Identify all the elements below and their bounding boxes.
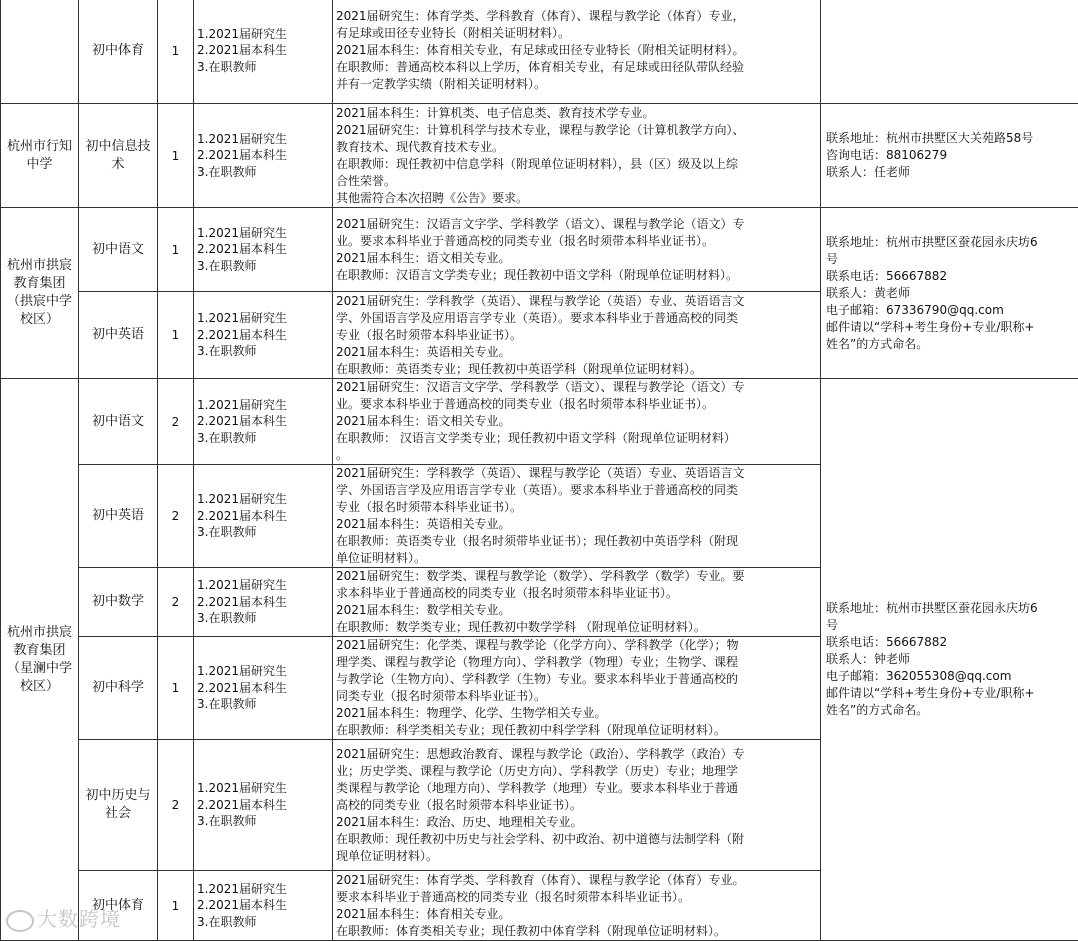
table-row bbox=[1, 0, 1078, 104]
targets-cell: 1.2021届研究生 2.2021届本科生 3.在职教师 bbox=[194, 637, 333, 740]
count-cell: 2 bbox=[158, 740, 194, 871]
targets-cell: 1.2021届研究生 2.2021届本科生 3.在职教师 bbox=[194, 568, 333, 637]
requirements-cell: 2021届研究生：学科教学（英语）、课程与教学论（英语）专业、英语语言文 学、外国语言学及应用语言学专业（英语）。要求本科毕业于普通高校的同类 专业（报名时须带本科毕业证书）。 2021届本科生：英语相关专业。 在职教师：英语类专业（报名时须带毕业证书）；现任教初中英语学科（附现 单位证明材料）。 bbox=[333, 465, 821, 568]
targets-cell: 1.2021届研究生 2.2021届本科生 3.在职教师 bbox=[194, 465, 333, 568]
school-cell: 杭州市拱宸教育集团（星澜中学校区） bbox=[1, 379, 79, 941]
subject-cell: 初中科学 bbox=[79, 637, 158, 740]
count-cell: 2 bbox=[158, 568, 194, 637]
table-body bbox=[1, 0, 1078, 941]
subject-cell: 初中信息技术 bbox=[79, 104, 158, 208]
count-cell: 1 bbox=[158, 0, 194, 104]
school-cell: 杭州市行知中学 bbox=[1, 104, 79, 208]
table-row bbox=[1, 379, 1078, 465]
requirements-cell: 2021届研究生：思想政治教育、课程与教学论（政治）、学科教学（政治）专 业；历史学类、课程与教学论（历史方向）、学科教学（历史）专业；地理学 类课程与教学论（地理方向）、学科教学（地理）专业。要求本科毕业于普通 高校的同类专业（报名时须带本科毕业证书）。 2021届本科生：政治、历史、地理相关专业。 在职教师：现任教初中历史与社会学科、初中政治、初中道德与法制学科（附 现单位证明材料）。 bbox=[333, 740, 821, 871]
count-cell: 2 bbox=[158, 465, 194, 568]
targets-cell: 1.2021届研究生 2.2021届本科生 3.在职教师 bbox=[194, 208, 333, 292]
subject-cell: 初中语文 bbox=[79, 208, 158, 292]
subject-cell: 初中体育 bbox=[79, 871, 158, 941]
targets-cell: 1.2021届研究生 2.2021届本科生 3.在职教师 bbox=[194, 379, 333, 465]
requirements-cell: 2021届研究生：体育学类、学科教育（体育）、课程与教学论（体育）专业。 要求本科毕业于普通高校的同类专业（报名时须带本科毕业证书）。 2021届本科生：体育相关专业。 在职教师：体育类相关专业；现任教初中体育学科（附现单位证明材料）。 bbox=[333, 871, 821, 941]
contact-cell: 联系地址：杭州市拱墅区大关苑路58号 咨询电话：88106279 联系人：任老师 bbox=[821, 104, 1078, 208]
targets-cell: 1.2021届研究生 2.2021届本科生 3.在职教师 bbox=[194, 740, 333, 871]
targets-cell: 1.2021届研究生 2.2021届本科生 3.在职教师 bbox=[194, 292, 333, 379]
contact-cell: 联系地址：杭州市拱墅区蚕花园永庆坊6 号 联系电话：56667882 联系人：钟老师 电子邮箱：362055308@qq.com 邮件请以“学科+考生身份+专业/职称+ 姓名”的方式命名。 bbox=[821, 379, 1078, 941]
count-cell: 1 bbox=[158, 208, 194, 292]
subject-cell: 初中英语 bbox=[79, 292, 158, 379]
requirements-cell: 2021届研究生：汉语言文字学、学科教学（语文）、课程与教学论（语文）专 业。要求本科毕业于普通高校的同类专业（报名时须带本科毕业证书）。 2021届本科生：语文相关专业。 在职教师：汉语言文学类专业；现任教初中语文学科（附现单位证明材料）。 bbox=[333, 208, 821, 292]
count-cell: 1 bbox=[158, 104, 194, 208]
requirements-cell: 2021届研究生：学科教学（英语）、课程与教学论（英语）专业、英语语言文 学、外国语言学及应用语言学专业（英语）。要求本科毕业于普通高校的同类 专业（报名时须带本科毕业证书）。 2021届本科生：英语相关专业。 在职教师：英语类专业；现任教初中英语学科（附现单位证明材料）。 bbox=[333, 292, 821, 379]
requirements-cell: 2021届研究生：汉语言文字学、学科教学（语文）、课程与教学论（语文）专 业。要求本科毕业于普通高校的同类专业（报名时须带本科毕业证书）。 2021届本科生：语文相关专业。 在职教师： 汉语言文学类专业；现任教初中语文学科（附现单位证明材料） 。 bbox=[333, 379, 821, 465]
count-cell: 1 bbox=[158, 871, 194, 941]
contact-cell bbox=[821, 0, 1078, 104]
count-cell: 2 bbox=[158, 379, 194, 465]
watermark: 大数跨境 bbox=[6, 903, 121, 932]
table-row bbox=[1, 208, 1078, 292]
subject-cell: 初中英语 bbox=[79, 465, 158, 568]
subject-cell: 初中历史与社会 bbox=[79, 740, 158, 871]
subject-cell: 初中数学 bbox=[79, 568, 158, 637]
count-cell: 1 bbox=[158, 292, 194, 379]
requirements-cell: 2021届研究生：数学类、课程与教学论（数学）、学科教学（数学）专业。要 求本科毕业于普通高校的同类专业（报名时须带本科毕业证书）。 2021届本科生：数学相关专业。 在职教师：数学类专业；现任教初中数学学科 （附现单位证明材料）。 bbox=[333, 568, 821, 637]
count-cell: 1 bbox=[158, 637, 194, 740]
subject-cell: 初中语文 bbox=[79, 379, 158, 465]
table-row bbox=[1, 104, 1078, 208]
school-cell: 杭州市拱宸教育集团（拱宸中学校区） bbox=[1, 208, 79, 379]
requirements-cell: 2021届研究生：体育学类、学科教育（体育）、课程与教学论（体育）专业， 有足球或田径专业特长（附相关证明材料）。 2021届本科生：体育相关专业，有足球或田径专业特长（附相关证明材料）。 在职教师：普通高校本科以上学历，体育相关专业，有足球或田径队带队经验 并有一定教学实绩（附相关证明材料）。 bbox=[333, 0, 821, 104]
requirements-cell: 2021届研究生：化学类、课程与教学论（化学方向）、学科教学（化学）；物 理学类、课程与教学论（物理方向）、学科教学（物理）专业；生物学、课程 与教学论（生物方向）、学科教学（生物）专业。要求本科毕业于普通高校的 同类专业（报名时须带本科毕业证书）。 2021届本科生：物理学、化学、生物学相关专业。 在职教师：科学类相关专业；现任教初中科学学科（附现单位证明材料）。 bbox=[333, 637, 821, 740]
contact-cell: 联系地址：杭州市拱墅区蚕花园永庆坊6 号 联系电话：56667882 联系人：黄老师 电子邮箱：67336790@qq.com 邮件请以“学科+考生身份+专业/职称+ 姓名”的方式命名。 bbox=[821, 208, 1078, 379]
subject-cell: 初中体育 bbox=[79, 0, 158, 104]
targets-cell: 1.2021届研究生 2.2021届本科生 3.在职教师 bbox=[194, 0, 333, 104]
targets-cell: 1.2021届研究生 2.2021届本科生 3.在职教师 bbox=[194, 871, 333, 941]
watermark-logo-icon bbox=[6, 910, 34, 932]
school-cell bbox=[1, 0, 79, 104]
targets-cell: 1.2021届研究生 2.2021届本科生 3.在职教师 bbox=[194, 104, 333, 208]
requirements-cell: 2021届本科生：计算机类、电子信息类、教育技术学专业。 2021届研究生：计算机科学与技术专业，课程与教学论（计算机教学方向）、 教育技术、现代教育技术专业。 在职教师：现任教初中信息学科（附现单位证明材料），县（区）级及以上综 合性荣誉。 其他需符合本次招聘《公告》要求。 bbox=[333, 104, 821, 208]
